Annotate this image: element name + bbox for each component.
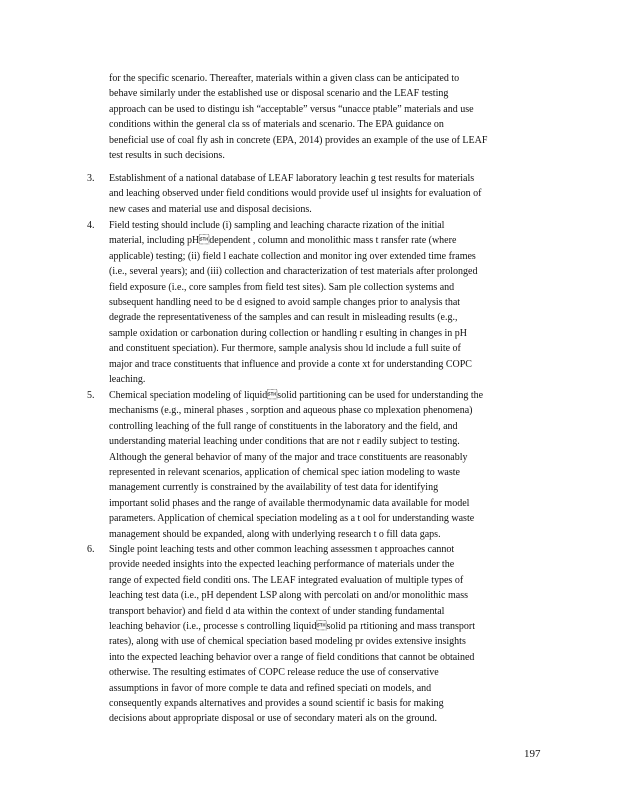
text-line: subsequent handling need to be d esigned to avoid sample changes prior to analysis that (109, 297, 461, 309)
list-item-5 (87, 388, 547, 542)
list-number: 4. (87, 220, 95, 231)
text-line: Establishment of a national database of LEAF laboratory leachin g test results for materials (109, 173, 475, 184)
list-item-text (109, 388, 547, 542)
text-line: and constituent speciation). Fur thermore, sample analysis shou ld include a full suite of (109, 343, 461, 355)
text-line: decisions about appropriate disposal or use of secondary materi als on the ground. (109, 713, 437, 725)
text-line: degrade the representativeness of the samples and can result in misleading results (e.g., (109, 312, 458, 324)
text-line: applicable) testing; (ii) field l eachate collection and monitor ing over extended time frames (109, 250, 476, 262)
text-line: otherwise. The resulting estimates of COPC release reduce the use of conservative (109, 667, 439, 679)
list-number: 5. (87, 390, 95, 401)
text-line: Single point leaching tests and other common leaching assessmen t approaches cannot (109, 544, 455, 555)
text-line: test results in such decisions. (109, 150, 225, 162)
text-line: important solid phases and the range of available thermodynamic data available for model (109, 497, 470, 509)
text-line: represented in relevant scenarios, application of chemical spec iation modeling to waste (109, 467, 460, 479)
text-line: understanding material leaching under conditions that are not r eadily subject to testing. (109, 436, 460, 448)
text-line: range of expected field conditi ons. The LEAF integrated evaluation of multiple types of (109, 574, 464, 586)
list-item-6 (87, 542, 547, 727)
page-number: 197 (524, 748, 541, 760)
text-line: leaching behavior (i.e., processe s controlling liquidsolid pa rtitioning and mass transport (109, 621, 476, 633)
text-line: management should be expanded, along with underlying research t o fill data gaps. (109, 528, 441, 540)
text-line: and leaching observed under field conditions would provide usef ul insights for evaluation of (109, 188, 482, 200)
text-line: controlling leaching of the full range of constituents in the laboratory and the field, and (109, 420, 458, 432)
list-item-3 (87, 171, 547, 217)
text-line: rates), along with use of chemical speciation based modeling pr ovides extensive insights (109, 636, 466, 648)
text-line: parameters. Application of chemical speciation modeling as a t ool for understanding waste (109, 513, 475, 525)
text-line: leaching. (109, 374, 146, 386)
text-line: for the specific scenario. Thereafter, materials within a given class can be anticipated to (109, 73, 460, 84)
list-item-text (109, 542, 547, 727)
list-item-text (109, 218, 547, 387)
text-line: field exposure (i.e., core samples from field test sites). Sam ple collection systems and (109, 281, 455, 293)
text-line: Chemical speciation modeling of liquidsolid partitioning can be used for understanding the (109, 390, 484, 401)
text-line: Although the general behavior of many of the major and trace constituents are reasonably (109, 451, 468, 463)
text-line: approach can be used to distingu ish “acceptable” versus “unacce ptable” materials and use (109, 103, 474, 115)
text-line: Field testing should include (i) sampling and leaching characte rization of the initial (109, 220, 445, 231)
text-line: mechanisms (e.g., mineral phases , sorption and aqueous phase co mplexation phenomena) (109, 405, 473, 417)
list-number: 3. (87, 173, 95, 184)
text-line: beneficial use of coal fly ash in concrete (EPA, 2014) provides an example of the use of LEAF (109, 134, 488, 146)
text-line: assumptions in favor of more comple te data and refined speciati on models, and (109, 682, 432, 694)
text-line: provide needed insights into the expected leaching performance of materials under the (109, 559, 455, 571)
list-number: 6. (87, 544, 95, 555)
list-item-text (109, 171, 547, 217)
text-line: conditions within the general cla ss of materials and scenario. The EPA guidance on (109, 119, 444, 131)
text-line: into the expected leaching behavior over a range of field conditions that cannot be obtained (109, 651, 475, 663)
text-line: management currently is constrained by the availability of test data for identifying (109, 482, 439, 494)
text-line: leaching test data (i.e., pH dependent LSP along with percolati on and/or monolithic mass (109, 590, 468, 602)
text-line: major and trace constituents that influence and provide a conte xt for understanding COPC (109, 358, 472, 370)
text-line: new cases and material use and disposal decisions. (109, 203, 312, 215)
text-line: consequently expands alternatives and provides a sound scientif ic basis for making (109, 698, 444, 710)
text-line: behave similarly under the established use or disposal scenario and the LEAF testing (109, 88, 449, 100)
text-line: transport behavior) and field d ata within the context of under standing fundamental (109, 605, 445, 617)
list-item-4 (87, 218, 547, 387)
continuation-paragraph (109, 71, 547, 163)
text-line: material, including pHdependent , column and monolithic mass t ransfer rate (where (109, 235, 457, 247)
text-line: (i.e., several years); and (iii) collection and characterization of test materials after prolonged (109, 266, 478, 278)
text-line: sample oxidation or carbonation during collection or handling r esulting in changes in pH (109, 327, 467, 339)
